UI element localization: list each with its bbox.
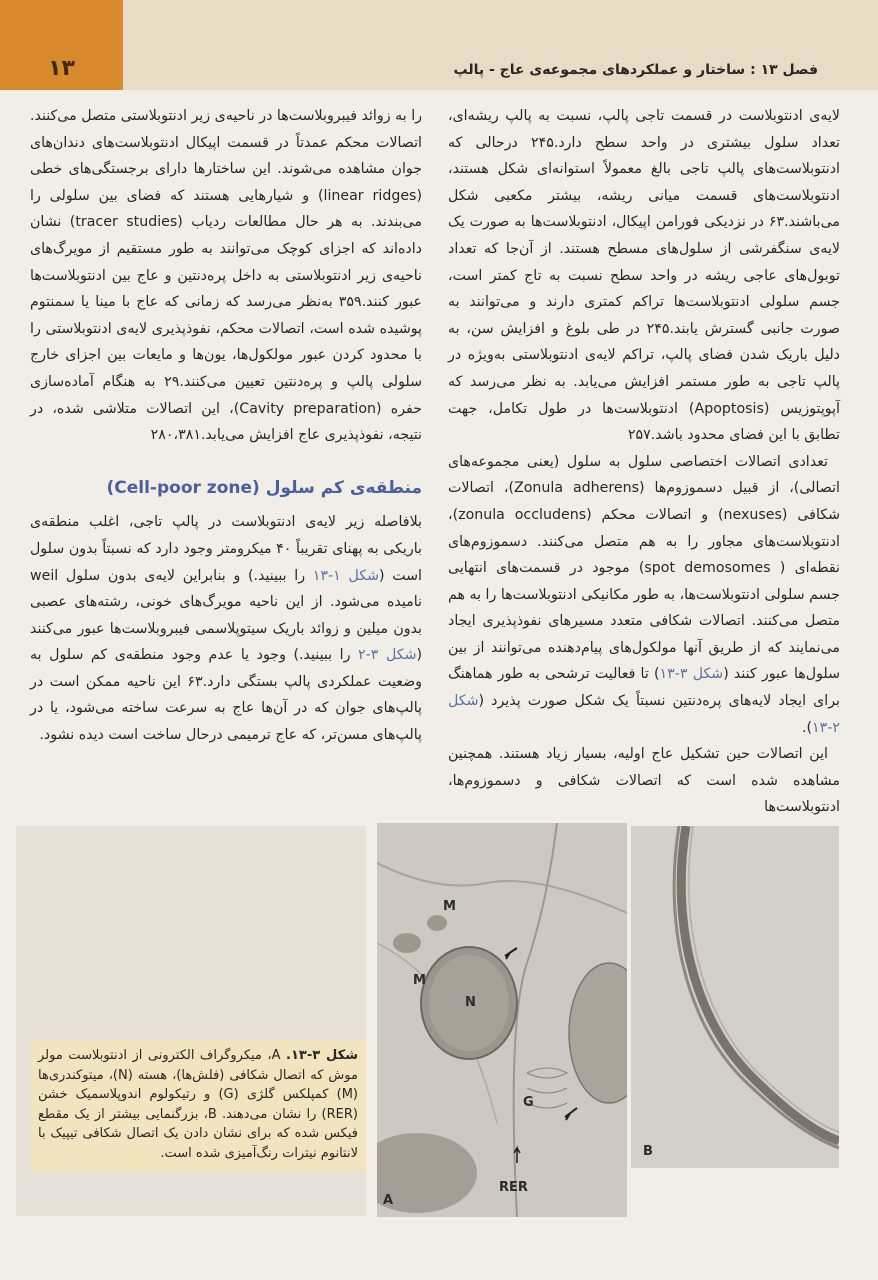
label-m: M <box>413 973 426 988</box>
text-run: ) تا فعالیت ترشحی به طور هماهنگ برای ایجاد لایه‌های پره‌دنتین نسبتاً یک شکل صورت پذیرد ( <box>448 666 840 710</box>
text-run: را ببینید.) وجود یا عدم وجود منطقه‌ی کم سلول به وضعیت عملکردی پالپ بستگی دارد.۶۳ این ناحیه ممکن است در پالپ‌های جوان که در آن‌ها عاج به سرعت ساخته می‌شود، یا در پالپ‌های مسن‌تر، که عاج ترمیمی درحال ساخت است دیده نشود. <box>30 647 422 744</box>
label-rer: RER <box>499 1180 528 1195</box>
chapter-title: فصل ۱۳ : ساختار و عملکردهای مجموعه‌ی عاج - پالپ <box>453 62 818 78</box>
label-n: N <box>465 995 476 1010</box>
paragraph: را به زوائد فیبروبلاست‌ها در ناحیه‌ی زیر ادنتوبلاستی متصل می‌کنند. اتصالات محکم عمدتاً در قسمت اپیکال ادنتوبلاست‌های دندان‌های جوان مشاهده می‌شوند. این ساختارها دارای برجستگی‌های خطی (linear ridges) و شیارهایی هستند که فضای بین سلولی را می‌بندند. به هر حال مطالعات ردیاب (tracer studies) نشان داده‌اند که اجزای کوچک می‌توانند به طور مستقیم از مویرگ‌های ناحیه‌ی زیر ادنتوبلاستی به داخل پره‌دنتین و عاج بین ادنتوبلاست‌ها عبور کنند.۳۵۹ به‌نظر می‌رسد که زمانی که عاج با مینا یا سمنتوم پوشیده شده است، اتصالات محکم، نفوذپذیری لایه‌ی ادنتوبلاستی را با محدود کردن عبور مولکول‌ها، یون‌ها و مایعات بین اجزای خارج سلولی پالپ و پره‌دنتین تعیین می‌کنند.۲۹ به هنگام آماده‌سازی حفره (Cavity preparation)، این اتصالات متلاشی شده، در نتیجه، نفوذپذیری عاج افزایش می‌یابد.۲۸۰،۳۸۱ <box>30 108 422 444</box>
label-g: G <box>523 1095 534 1110</box>
paragraph <box>448 449 840 742</box>
micrograph-b <box>631 826 839 1168</box>
left-column <box>30 103 422 749</box>
page-number-tab <box>0 0 123 90</box>
text-run: تعدادی اتصالات اختصاصی سلول به سلول (یعنی مجموعه‌های اتصالی)، از قبیل دسموزوم‌ها (Zonula adherens)، اتصالات شکافی (nexuses) و اتصالات محکم (zonula occludens)، ادنتوبلاست‌های مجاور را به هم متصل می‌کنند. دسموزوم‌های نقطه‌ای ( spot demosomes) موجود در قسمت‌های انتهایی جسم سلولی ادنتوبلاست‌ها، به طور مکانیکی ادنتوبلاست‌ها را به هم متصل می‌کنند. اتصالات شکافی متعدد مسیرهای نفوذپذیری ایجاد می‌نمایند که از طریق آنها مولکول‌های پیام‌دهنده می‌توانند از بین سلول‌ها عبور کنند ( <box>448 453 840 683</box>
micrograph-b-image <box>631 826 839 1168</box>
label-m: M <box>443 899 456 914</box>
caption-label: شکل ۳-۱۳. <box>286 1048 359 1063</box>
figure-reference[interactable]: شکل ۲-۱۳ <box>448 693 840 736</box>
text-run: بلافاصله زیر لایه‌ی ادنتوبلاست در پالپ تاجی، اغلب منطقه‌ی باریکی به پهنای تقریباً ۴۰ میکرومتر وجود دارد که نسبتاً بدون سلول است ( <box>30 514 423 584</box>
figure-caption <box>30 1040 366 1172</box>
right-column <box>448 103 840 821</box>
page-header <box>0 0 878 90</box>
text-run: را ببینید.) و بنابراین لایه‌ی بدون سلول weil نامیده می‌شود. از این ناحیه مویرگ‌های خونی، رشته‌های عصبی بدون میلین و زوائد باریک سیتوپلاسمی فیبروبلاست‌ها عبور می‌کنند ( <box>30 567 422 664</box>
figure-reference[interactable]: شکل ۳-۱۳ <box>659 666 724 683</box>
label-a: A <box>383 1193 394 1208</box>
paragraph: این اتصالات حین تشکیل عاج اولیه، بسیار زیاد هستند. همچنین مشاهده شده است که اتصالات شکافی و دسموزوم‌ها، ادنتوبلاست‌ها <box>448 746 840 816</box>
figure-reference[interactable]: شکل ۳-۲ <box>358 647 417 664</box>
micrograph-a-image <box>377 823 627 1217</box>
section-heading: منطقه‌ی کم سلول (Cell-poor zone) <box>106 477 422 498</box>
paragraph: لایه‌ی ادنتوبلاست در قسمت تاجی پالپ، نسبت به پالپ ریشه‌ای، تعداد سلول بیشتری در واحد سطح دارد.۲۴۵ درحالی که ادنتوبلاست‌های پالپ تاجی بالغ معمولاً استوانه‌ای شکل هستند، ادنتوبلاست‌های قسمت میانی ریشه، بیشتر مکعبی شکل می‌باشند.۶۳ در نزدیکی فورامن اپیکال، ادنتوبلاست‌ها به صورت یک لایه‌ی سنگفرشی از سلول‌های مسطح هستند. از آن‌جا که تعداد توبول‌های عاجی ریشه در واحد سطح نسبت به تاج کمتر است، جسم سلولی ادنتوبلاست‌ها تراکم کمتری دارند و می‌توانند به صورت جانبی گسترش یابند.۲۴۵ در طی بلوغ و افزایش سن، به دلیل باریک شدن فضای پالپ، تراکم لایه‌ی ادنتوبلاستی به‌ویژه در پالپ تاجی به طور مستمر افزایش می‌یابد. به نظر می‌رسد که آپوپتوزیس (Apoptosis) ادنتوبلاست‌ها در طول تکامل، جهت تطابق با این فضای محدود باشد.۲۵۷ <box>448 108 841 444</box>
page-number: ۱۳ <box>48 56 75 81</box>
label-b: B <box>643 1144 653 1159</box>
figure-reference[interactable]: شکل ۱-۱۳ <box>312 567 379 584</box>
micrograph-a <box>377 823 627 1217</box>
text-run: ). <box>801 719 812 736</box>
paragraph <box>30 509 422 748</box>
caption-text: A، میکروگراف الکترونی از ادنتوبلاست مولر موش که اتصال شکافی (فلش‌ها)، هسته (N)، میتوکندری‌ها (M) کمپلکس گلژی (G) و رتیکولوم اندوپلاسمیک خشن (RER) را نشان می‌دهند. B، بزرگنمایی بیشتر از یک مقطع فیکس شده که برای نشان دادن یک اتصال شکافی تیپیک با لانتانوم نیترات رنگ‌آمیزی شده است. <box>38 1048 358 1161</box>
